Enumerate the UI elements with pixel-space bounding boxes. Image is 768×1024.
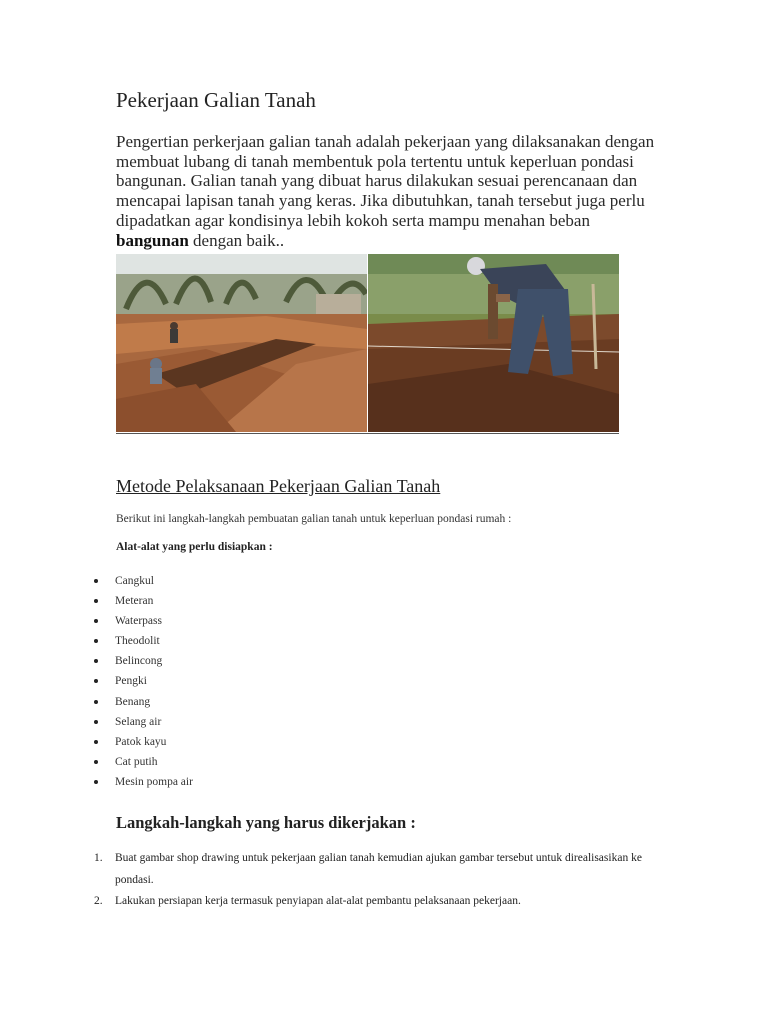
trench-excavation-photo [116,254,367,432]
step-number: 1. [94,852,103,864]
list-item: Waterpass [94,612,193,632]
step-text: Lakukan persiapan kerja termasuk penyiapan alat-alat pembantu pelaksanaan pekerjaan. [115,895,521,907]
list-item: Selang air [94,713,193,733]
step-item [94,891,654,913]
steps-heading: Langkah-langkah yang harus dikerjakan : [116,813,416,832]
photo-strip [116,254,619,434]
steps-list [94,848,654,913]
list-item: Pengki [94,672,193,692]
step-number: 2. [94,895,103,907]
photo-divider [116,433,619,434]
list-item: Benang [94,693,193,713]
list-item: Cat putih [94,753,193,773]
list-item: Belincong [94,652,193,672]
intro-bold-word: bangunan [116,230,189,250]
list-item: Patok kayu [94,733,193,753]
intro-paragraph [116,132,661,250]
list-item: Cangkul [94,572,193,592]
list-item: Mesin pompa air [94,773,193,793]
tools-heading: Alat-alat yang perlu disiapkan : [116,541,273,553]
intro-text-end: dengan baik.. [188,230,285,250]
section-heading: Metode Pelaksanaan Pekerjaan Galian Tanah [116,476,441,496]
section-lead: Berikut ini langkah-langkah pembuatan galian tanah untuk keperluan pondasi rumah : [116,513,512,525]
page-title: Pekerjaan Galian Tanah [116,88,316,112]
step-item [94,848,654,891]
list-item: Theodolit [94,632,193,652]
list-item: Meteran [94,592,193,612]
intro-text: Pengertian perkerjaan galian tanah adalah pekerjaan yang dilaksanakan dengan membuat lubang di tanah membentuk pola tertentu untuk keperluan pondasi bangunan. Galian tanah yang dibuat harus dilakukan sesuai perencanaan dan mencapai lapisan tanah yang keras. Jika dibutuhkan, tanah tersebut juga perlu dipadatkan agar kondisinya lebih kokoh serta mampu menahan beban [116,132,655,230]
step-text: Buat gambar shop drawing untuk pekerjaan galian tanah kemudian ajukan gambar tersebut untuk direalisasikan ke pondasi. [115,852,642,886]
digging-worker-photo [368,254,619,432]
tools-list [94,572,193,793]
